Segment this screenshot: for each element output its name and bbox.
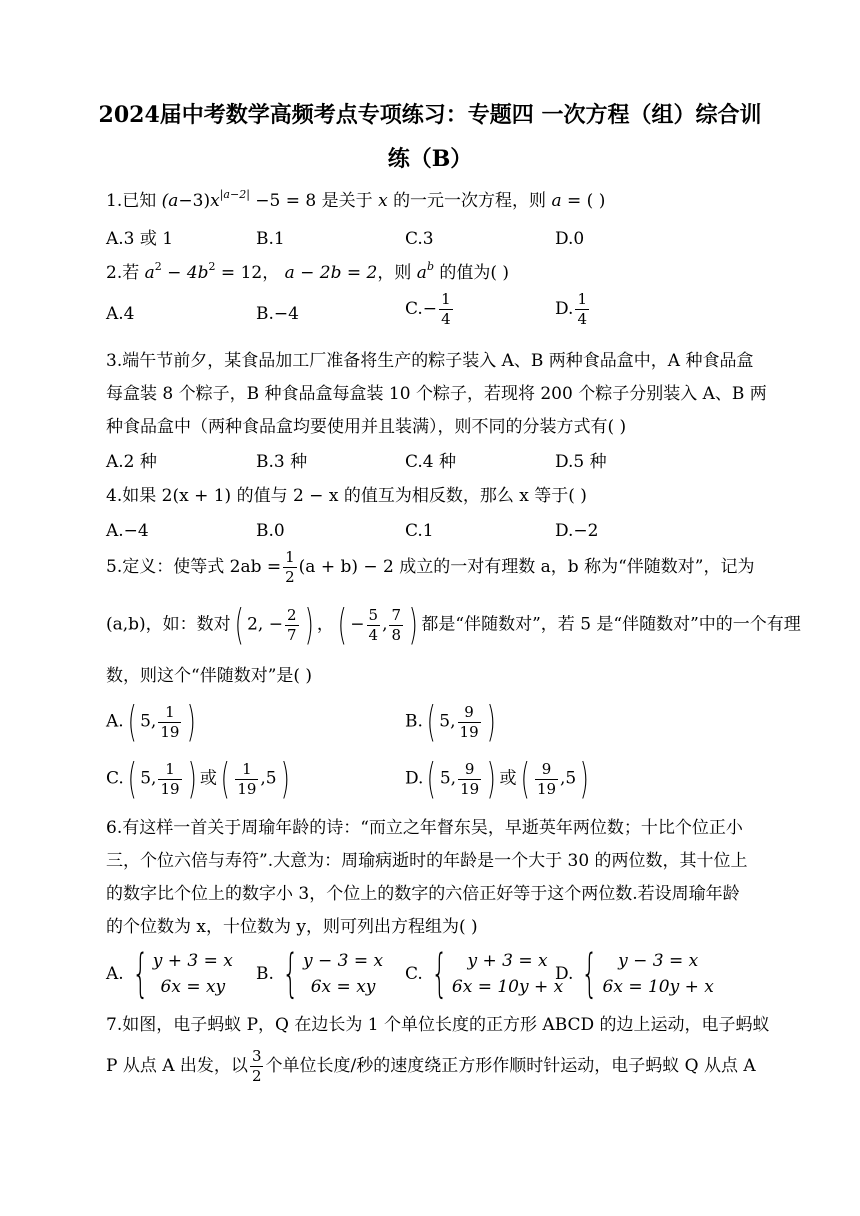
paren-close: ): [408, 600, 418, 649]
q5-l1-pre: 5.定义：使等式 2ab =: [106, 557, 282, 577]
q5-b-num: 9: [458, 703, 481, 723]
q5-d-or: 或: [499, 768, 517, 789]
q5-b-fraction: [458, 703, 481, 742]
q5-p1-a: 2, −: [247, 614, 283, 635]
paren-open: (: [127, 697, 137, 746]
paren-open: (: [426, 697, 436, 746]
q4-option-c: C.1: [405, 521, 434, 541]
q6-line2: 三，个位六倍与寿符”.大意为：周瑜病逝时的年龄是一个大于 30 的两位数，其十位上: [106, 851, 748, 871]
q6-c-eq2: 6x = 10y + x: [451, 977, 564, 997]
q2-prefix: 2.若: [106, 263, 140, 283]
q6-option-d: [555, 944, 714, 1004]
q7-speed-num: 3: [251, 1047, 262, 1065]
q5-p2-num2: 7: [391, 605, 402, 624]
q7-line1: 7.如图，电子蚂蚁 P，Q 在边长为 1 个单位长度的正方形 ABCD 的边上运动，电子蚂蚁: [106, 1015, 770, 1035]
q2-option-d-prefix: D.: [555, 299, 574, 319]
q2-post: 的值为( ): [439, 263, 510, 283]
q2-e1-exp: 2: [154, 260, 162, 273]
q6-a-rows: [153, 948, 233, 1000]
q6-c-rows: [452, 948, 563, 1000]
q1-option-a: A.3 或 1: [106, 229, 174, 249]
q2-option-c-num: 1: [441, 290, 451, 308]
q2-e2-exp: 2: [208, 260, 216, 273]
q1-expr-c: −5 = 8: [249, 191, 317, 211]
q5-p1-den: 7: [286, 625, 297, 644]
q5-c-five: 5,: [140, 768, 157, 789]
q7-speed-fraction: [250, 1047, 264, 1086]
q5-c-num1: 1: [158, 760, 181, 780]
q2-e1: a: [144, 263, 155, 283]
q4-option-b: B.0: [256, 521, 285, 541]
q1-end: = ( ): [561, 191, 606, 211]
q5-p2-num1: 5: [368, 605, 379, 624]
q6-option-b: [256, 944, 384, 1004]
q5-p1-num: 2: [286, 605, 297, 624]
q1-post: 的一元一次方程，则: [393, 191, 547, 211]
q5-option-d: [405, 754, 593, 803]
q1-expr-a: (a: [161, 191, 179, 211]
q5-p2-den2: 8: [391, 625, 402, 644]
q6-c-system: [405, 944, 564, 1004]
q5-l2-post: 都是“伴随数对”，若 5 是“伴随数对”中的一个有理: [421, 614, 801, 635]
paren-open: (: [234, 600, 244, 649]
q5-option-a: [106, 697, 200, 746]
q7-speed-den: 2: [251, 1067, 262, 1085]
q2-option-d-fraction: [575, 290, 589, 329]
q6-option-a: [106, 944, 233, 1004]
q5-half-fraction: [283, 548, 297, 587]
q5-option-d-label: D.: [405, 768, 424, 789]
q5-l2-a: (a,b)，如：数对: [106, 614, 231, 635]
paren-close: ): [486, 697, 496, 746]
q6-line1: 6.有这样一首关于周瑜年龄的诗：“而立之年督东吴，早逝英年两位数；十比个位正小: [106, 818, 743, 838]
q5-c-comma5: ,5: [260, 768, 277, 789]
q4-option-a: A.−4: [106, 521, 149, 541]
paren-open: (: [127, 754, 137, 803]
page-title-line1: 2024届中考数学高频考点专项练习：专题四 一次方程（组）综合训: [98, 102, 762, 128]
q6-b-eq2: 6x = xy: [310, 977, 376, 997]
paren-open: (: [337, 600, 347, 649]
q5-a-den: 19: [160, 722, 180, 741]
q1-option-b: B.1: [256, 229, 285, 249]
q3-line2: 每盒装 8 个粽子，B 种食品盒每盒装 10 个粽子，若现将 200 个粽子分别装入 A、B 两: [106, 384, 767, 404]
brace-icon: {: [581, 944, 599, 1004]
q7-l2-post: 个单位长度/秒的速度绕正方形作顺时针运动，电子蚂蚁 Q 从点 A: [265, 1056, 756, 1076]
q6-option-a-label: A.: [106, 964, 124, 984]
q1-avar: a: [551, 191, 562, 211]
q4-text: 4.如果 2(x + 1) 的值与 2 − x 的值互为相反数，那么 x 等于( ): [106, 486, 587, 506]
paren-close: ): [187, 697, 197, 746]
q1-option-c: C.3: [405, 229, 434, 249]
q1-expr-b: −3): [178, 191, 211, 211]
q6-option-b-label: B.: [256, 964, 274, 984]
q7-line2: [106, 1047, 756, 1086]
q5-p2-a: −: [350, 614, 365, 635]
q5-option-c-label: C.: [106, 768, 124, 789]
q2-option-c-prefix: C.−: [405, 299, 438, 319]
q6-b-eq1: y − 3 = x: [303, 951, 384, 971]
q2-option-c: [405, 290, 455, 329]
q6-b-system: [256, 944, 384, 1004]
q1-exponent: |a−2|: [219, 188, 250, 201]
q3-line3: 种食品盒中（两种食品盒均要使用并且装满），则不同的分装方式有( ): [106, 417, 627, 437]
q5-half-den: 2: [285, 568, 295, 586]
q5-option-a-label: A.: [106, 711, 124, 732]
q6-a-system: [106, 944, 233, 1004]
q5-p1-fraction: [285, 606, 299, 645]
q5-d-den2: 19: [536, 779, 557, 798]
q5-option-b: [405, 697, 499, 746]
q5-d-fraction2: [535, 760, 558, 799]
q3-option-d: D.5 种: [555, 452, 607, 472]
q2-e3: = 12，: [215, 263, 280, 283]
q1-option-d: D.0: [555, 229, 585, 249]
q6-d-system: [555, 944, 714, 1004]
q6-option-c: [405, 944, 564, 1004]
q6-line3: 的数字比个位上的数字小 3，个位上的数字的六倍正好等于这个两位数.若设周瑜年龄: [106, 884, 740, 904]
q6-d-eq1: y − 3 = x: [618, 951, 699, 971]
q5-line3: 数，则这个“伴随数对”是( ): [106, 666, 313, 686]
paren-close: ): [579, 754, 589, 803]
q4-option-d: D.−2: [555, 521, 599, 541]
q5-option-b-label: B.: [405, 711, 423, 732]
q5-d-den1: 19: [460, 779, 480, 798]
q2-option-b: B.−4: [256, 304, 299, 324]
q5-d-comma5: ,5: [560, 768, 577, 789]
q2-option-d-den: 4: [577, 310, 587, 328]
q5-option-c: [106, 754, 293, 803]
q5-a-num: 1: [158, 703, 181, 723]
q3-line1: 3.端午节前夕，某食品加工厂准备将生产的粽子装入 A、B 两种食品盒中，A 种食品盒: [106, 351, 754, 371]
page-title-line2: 练（B）: [387, 146, 473, 172]
q6-d-eq2: 6x = 10y + x: [602, 977, 714, 997]
q5-b-five: 5,: [439, 711, 456, 732]
paren-close: ): [486, 754, 496, 803]
q1-xvar: x: [378, 191, 388, 211]
q1-x: x: [210, 191, 220, 211]
q3-option-b: B.3 种: [256, 452, 308, 472]
q5-line1: [106, 548, 754, 587]
paren-close: ): [187, 754, 197, 803]
q2-e5: ，则: [377, 263, 412, 283]
q5-d-fraction1: [458, 760, 481, 799]
q3-option-a: A.2 种: [106, 452, 157, 472]
q5-line2: (a,b)，如：数对( 2, − $\frac{2}{7}$ ) ，( − $\frac{5}{4}$ , $\frac{7}{8}$ ) 都是“伴随数对”，若 5 是“伴随数对”中的一个有理: [106, 600, 801, 649]
q6-b-rows: [303, 948, 383, 1000]
q5-a-fraction: [158, 703, 181, 742]
q7-l2-pre: P 从点 A 出发，以: [106, 1056, 248, 1076]
q6-option-c-label: C.: [405, 964, 423, 984]
q5-p2-fraction2: [389, 606, 403, 645]
q2-option-a: A.4: [106, 304, 135, 324]
paren-open: (: [520, 754, 530, 803]
q5-c-fraction2: [235, 760, 258, 799]
q5-b-den: 19: [459, 722, 479, 741]
question-1: [106, 190, 605, 212]
paren-close: ): [280, 754, 290, 803]
q6-a-eq2: 6x = xy: [160, 977, 226, 997]
paren-open: (: [220, 754, 230, 803]
q2-e6: a: [416, 263, 427, 283]
q2-option-c-fraction: [439, 290, 453, 329]
brace-icon: {: [282, 944, 299, 1004]
q5-c-or: 或: [199, 768, 217, 789]
q5-d-num2: 9: [535, 760, 558, 780]
q6-line4: 的个位数为 x，十位数为 y，则可列出方程组为( ): [106, 917, 478, 937]
q6-a-eq1: y + 3 = x: [152, 951, 233, 971]
q2-e4: a − 2b = 2: [284, 263, 378, 283]
q6-d-rows: [603, 948, 714, 1000]
paren-open: (: [427, 754, 437, 803]
q2-option-d: [555, 290, 591, 329]
q2-e6-exp: b: [426, 260, 434, 273]
q5-c-den1: 19: [160, 779, 180, 798]
q2-e2: − 4b: [161, 263, 209, 283]
brace-icon: {: [131, 944, 149, 1004]
q6-option-d-label: D.: [555, 964, 574, 984]
q2-option-c-den: 4: [441, 310, 451, 328]
q6-c-eq1: y + 3 = x: [467, 951, 548, 971]
question-2: [106, 262, 509, 284]
q5-c-num2: 1: [235, 760, 258, 780]
q1-mid: 是关于: [321, 191, 373, 211]
q5-p2-fraction1: [367, 606, 381, 645]
brace-icon: {: [431, 944, 448, 1004]
q1-prefix: 1.已知: [106, 191, 157, 211]
q5-d-num1: 9: [458, 760, 481, 780]
paren-close: ): [304, 600, 314, 649]
q2-option-d-num: 1: [577, 290, 587, 308]
q5-p2-den1: 4: [368, 625, 379, 644]
q3-option-c: C.4 种: [405, 452, 457, 472]
q5-half-num: 1: [285, 548, 295, 566]
q5-c-den2: 19: [237, 779, 257, 798]
q5-l1-post: (a + b) − 2 成立的一对有理数 a，b 称为“伴随数对”，记为: [298, 557, 755, 577]
q5-a-five: 5,: [140, 711, 157, 732]
q5-c-fraction1: [158, 760, 181, 799]
q5-d-five: 5,: [439, 768, 457, 789]
